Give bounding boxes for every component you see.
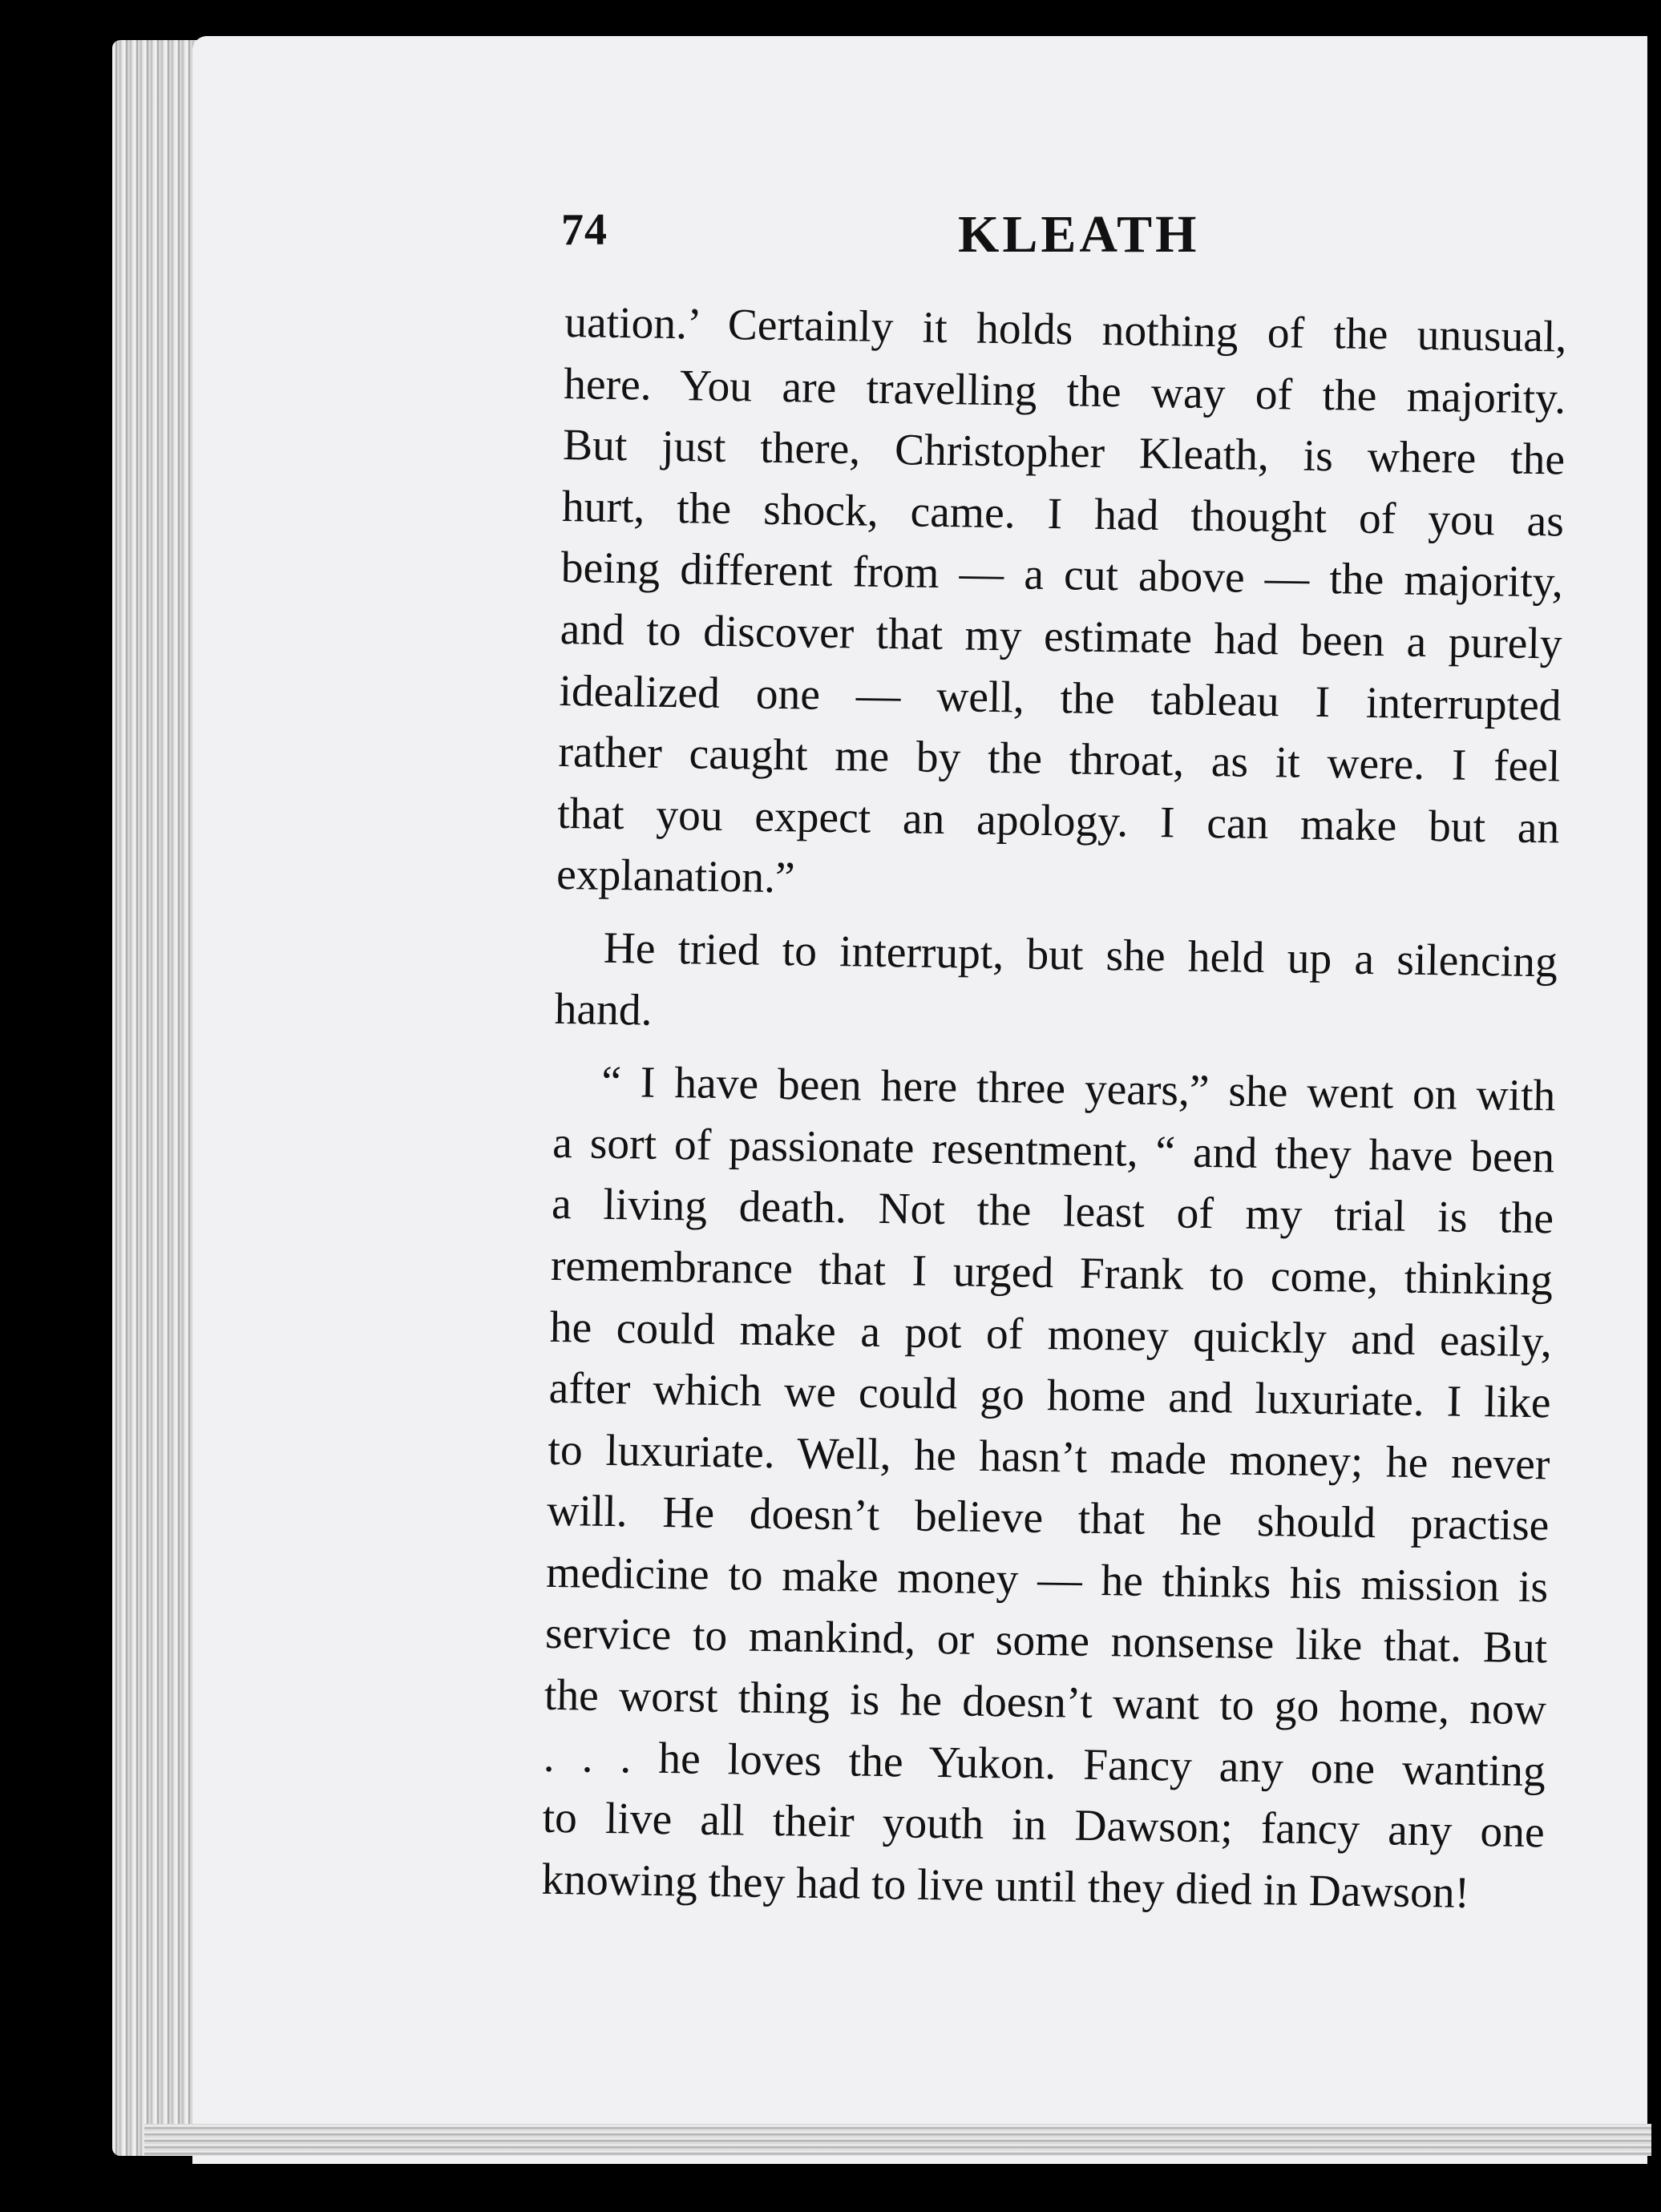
paragraph (541, 1052, 1556, 1926)
text-line: a sort of passionate resentment, “ and they have been (552, 1118, 1555, 1183)
text-line: rather caught me by the throat, as it were. I feel (558, 728, 1561, 792)
text-line: hand. (554, 984, 653, 1035)
text-line: explanation.” (556, 850, 796, 903)
text-line: service to mankind, or some nonsense like that. But (544, 1609, 1548, 1673)
running-head (561, 204, 1563, 285)
text-line: will. He doesn’t believe that he should practise (546, 1487, 1550, 1551)
page-title: KLEATH (958, 205, 1200, 264)
paragraph (556, 293, 1567, 921)
text-line: to live all their youth in Dawson; fancy any one (542, 1794, 1546, 1858)
text-line: a living death. Not the least of my trial is the (551, 1180, 1554, 1244)
text-line: medicine to make money — he thinks his mission is (545, 1548, 1549, 1613)
text-line: here. You are travelling the way of the majority. (563, 359, 1566, 424)
text-line: being different from — a cut above — the majority, (560, 543, 1564, 607)
text-line: remembrance that I urged Frank to come, thinking (550, 1241, 1554, 1306)
text-line: and to discover that my estimate had been a purely (560, 604, 1563, 669)
text-line: But just there, Christopher Kleath, is where the (562, 421, 1566, 485)
paragraph (554, 918, 1558, 1056)
text-line: idealized one — well, the tableau I interrupted (559, 666, 1562, 731)
text-line: hurt, the shock, came. I had thought of you as (561, 482, 1565, 547)
body-text (541, 293, 1567, 1926)
text-line: uation.’ Certainly it holds nothing of the unusual, (564, 297, 1567, 362)
text-line: knowing they had to live until they died in Dawson! (541, 1855, 1470, 1918)
text-line: “ I have been here three years,” she went on with (600, 1057, 1556, 1121)
text-line: the worst thing is he doesn’t want to go home, now (544, 1670, 1547, 1735)
page-bottom-edges (144, 2124, 1651, 2156)
text-line: He tried to interrupt, but she held up a silencing (603, 923, 1558, 987)
text-line: to luxuriate. Well, he hasn’t made money; he never (548, 1425, 1550, 1490)
text-line: . . . he loves the Yukon. Fancy any one wanting (543, 1732, 1546, 1796)
page-number: 74 (561, 205, 608, 255)
text-line: that you expect an apology. I can make but an (556, 789, 1560, 854)
text-line: he could make a pot of money quickly and easily, (549, 1302, 1553, 1366)
text-line: after which we could go home and luxuriate. I like (548, 1363, 1552, 1428)
